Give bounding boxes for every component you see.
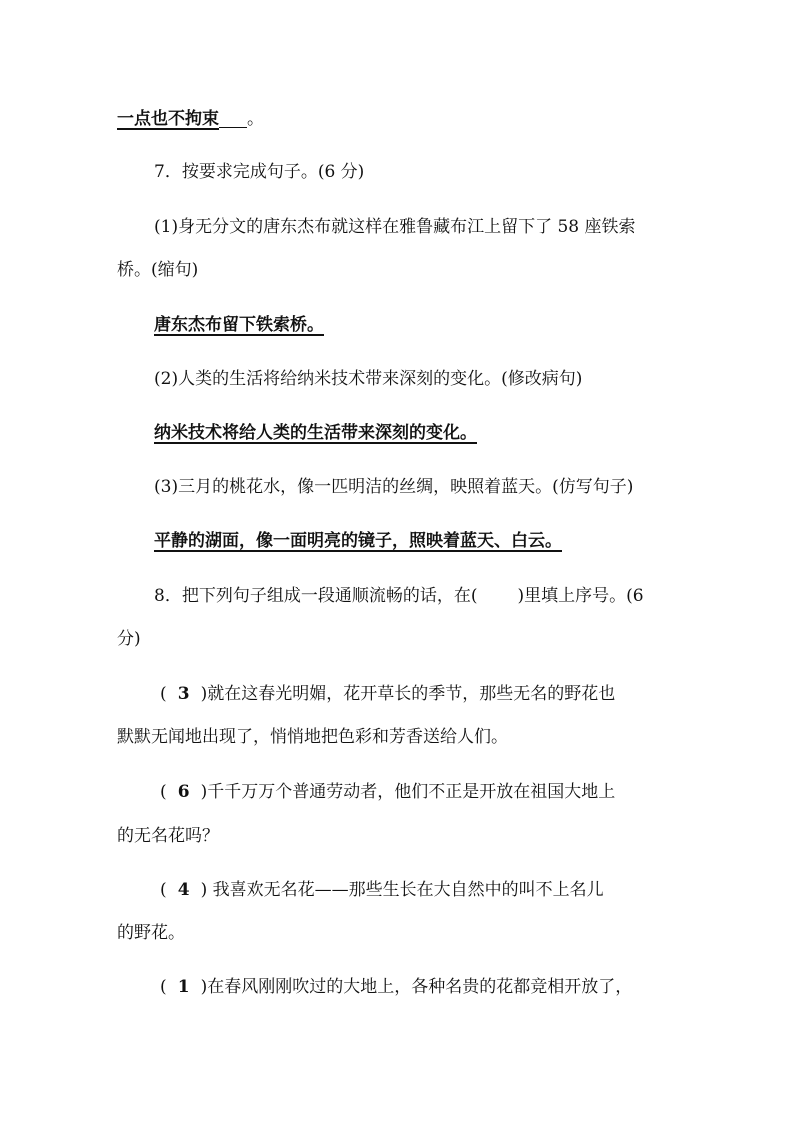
question-7-2-answer [154,422,477,444]
answer-text: 唐东杰布留下铁索桥。 [154,315,324,335]
question-7-3-answer [154,530,562,552]
open-paren: ( [160,684,167,704]
answer-trailing-space [219,109,247,128]
close-paren: ) [200,880,208,900]
question-7-2-text: (2)人类的生活将给纳米技术带来深刻的变化。(修改病句) [154,369,583,389]
item-text: 千千万万个普通劳动者，他们不正是开放在祖国大地上 [207,782,616,802]
sequence-number: 3 [177,684,190,704]
sequence-number: 6 [177,782,190,802]
item-text: 就在这春光明媚，花开草长的季节，那些无名的野花也 [207,684,616,704]
punctuation: 。 [247,109,264,129]
question-7-1-text: (1)身无分文的唐东杰布就这样在雅鲁藏布江上留下了 58 座铁索 [154,217,636,237]
question-7-1-text-cont: 桥。(缩句) [117,260,199,280]
item-text: 在春风刚刚吹过的大地上，各种名贵的花都竞相开放了， [207,977,633,997]
continued-answer-line [117,108,264,130]
question-8-heading-cont: 分) [117,629,141,649]
list-item [160,683,615,705]
list-item-cont: 的野花。 [117,923,185,943]
sequence-number: 4 [177,880,190,900]
answer-text: 一点也不拘束 [117,109,219,129]
item-text: 我喜欢无名花——那些生长在大自然中的叫不上名儿 [207,880,604,900]
close-paren: ) [200,977,208,997]
list-item [160,976,632,998]
list-item [160,781,615,803]
list-item-cont: 默默无闻地出现了，悄悄地把色彩和芳香送给人们。 [117,727,508,747]
open-paren: ( [160,782,167,802]
answer-text: 纳米技术将给人类的生活带来深刻的变化。 [154,423,477,443]
close-paren: ) [200,684,208,704]
question-8-heading [154,585,644,607]
open-paren: ( [160,880,167,900]
answer-text: 平静的湖面，像一面明亮的镜子，照映着蓝天、白云。 [154,531,562,551]
question-7-3-text: (3)三月的桃花水，像一匹明洁的丝绸，映照着蓝天。(仿写句子) [154,477,634,497]
question-7-1-answer [154,314,324,336]
question-7-heading: 7．按要求完成句子。(6 分) [154,162,365,182]
sequence-number: 1 [177,977,190,997]
list-item-cont: 的无名花吗？ [117,826,219,846]
question-8-heading-start: 8．把下列句子组成一段通顺流畅的话，在( [154,586,478,606]
open-paren: ( [160,977,167,997]
list-item [160,879,604,901]
close-paren: ) [200,782,208,802]
question-8-heading-end: )里填上序号。(6 [517,586,644,606]
